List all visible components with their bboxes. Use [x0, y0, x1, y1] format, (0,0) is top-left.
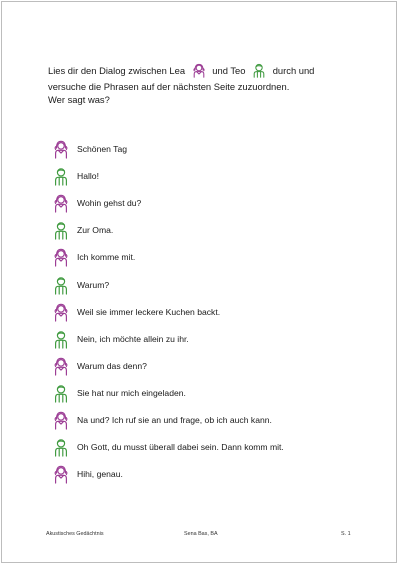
dialog-line: [52, 328, 189, 350]
boy-icon: [52, 436, 70, 458]
boy-icon: [52, 274, 70, 296]
boy-icon: [251, 62, 267, 81]
dialog-text: Na und? Ich ruf sie an und frage, ob ich auch kann.: [77, 415, 272, 425]
girl-icon: [52, 301, 70, 323]
dialog-text: Hihi, genau.: [77, 469, 123, 479]
boy-icon: [52, 219, 70, 241]
dialog-line: [52, 382, 186, 404]
instructions-line-1: [48, 62, 348, 81]
boy-icon-svg: [251, 62, 267, 78]
dialog-text: Oh Gott, du musst überall dabei sein. Dann komm mit.: [77, 442, 284, 452]
dialog-text: Hallo!: [77, 171, 99, 181]
footer-left: Akustisches Gedächtnis: [46, 531, 104, 537]
girl-icon: [52, 138, 70, 160]
dialog-text: Schönen Tag: [77, 144, 128, 154]
dialog-line: [52, 138, 127, 160]
dialog-line: [52, 246, 135, 268]
boy-icon: [52, 382, 70, 404]
dialog-line: [52, 219, 113, 241]
boy-icon: [52, 328, 70, 350]
instructions: [48, 62, 348, 106]
girl-icon-svg: [191, 62, 207, 78]
dialog-text: Weil sie immer leckere Kuchen backt.: [77, 307, 221, 317]
footer-center: Sena Bas, BA: [184, 531, 218, 537]
dialog-line: [52, 192, 141, 214]
instructions-text-1: Lies dir den Dialog zwischen Lea: [48, 65, 186, 76]
dialog-line: [52, 165, 99, 187]
dialog-line: [52, 355, 147, 377]
instructions-line-3: Wer sagt was?: [48, 93, 110, 105]
dialog-text: Nein, ich möchte allein zu ihr.: [77, 334, 189, 344]
girl-icon: [52, 463, 70, 485]
dialog-text: Wohin gehst du?: [77, 198, 142, 208]
girl-icon: [52, 355, 70, 377]
dialog-line: [52, 463, 123, 485]
instructions-text-3: durch und: [272, 65, 315, 76]
dialog-text: Warum das denn?: [77, 361, 147, 371]
dialog-line: [52, 409, 272, 431]
girl-icon: [52, 192, 70, 214]
girl-icon: [52, 246, 70, 268]
boy-icon: [52, 165, 70, 187]
dialog-text: Sie hat nur mich eingeladen.: [77, 388, 186, 398]
dialog-text: Zur Oma.: [77, 225, 114, 235]
dialog-line: [52, 436, 284, 458]
dialog-text: Ich komme mit.: [77, 252, 136, 262]
girl-icon: [191, 62, 207, 81]
instructions-line-2: versuche die Phrasen auf der nächsten Seite zuzuordnen.: [48, 81, 290, 93]
instructions-text-2: und Teo: [212, 65, 246, 76]
dialog-line: [52, 301, 220, 323]
dialog-line: [52, 274, 109, 296]
dialog-text: Warum?: [77, 280, 110, 290]
girl-icon: [52, 409, 70, 431]
footer-page-number: S. 1: [341, 531, 351, 537]
